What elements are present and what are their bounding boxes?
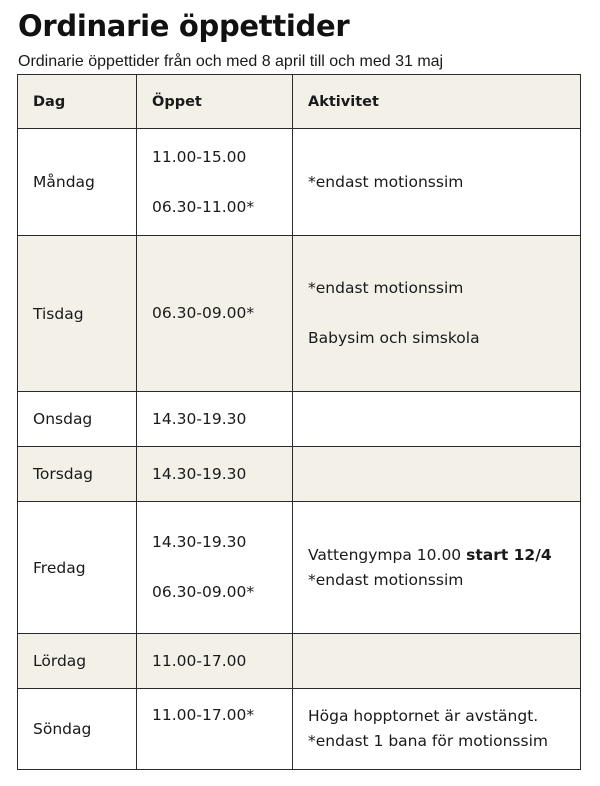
activity-text: *endast motionssim [308, 279, 464, 297]
activity-cell [293, 392, 581, 447]
header-open: Öppet [137, 75, 293, 129]
header-day: Dag [18, 75, 137, 129]
open-cell [137, 129, 293, 236]
activity-text [308, 543, 580, 568]
open-cell: 14.30-19.30 [137, 392, 293, 447]
header-activity: Aktivitet [293, 75, 581, 129]
activity-cell [293, 129, 581, 236]
open-cell [137, 689, 293, 770]
page-title: Ordinarie öppettider [18, 9, 350, 43]
open-time: 11.00-15.00 [152, 147, 247, 166]
activity-cell [293, 236, 581, 392]
open-time: 06.30-11.00* [152, 197, 255, 216]
activity-text: *endast motionssim [308, 172, 464, 191]
table-row-friday [18, 502, 581, 634]
table-row-sunday [18, 689, 581, 770]
activity-cell [293, 502, 581, 634]
day-cell: Torsdag [18, 447, 137, 502]
table-row-wednesday [18, 392, 581, 447]
open-time: 06.30-09.00* [152, 583, 255, 601]
open-cell [137, 236, 293, 392]
open-time: 14.30-19.30 [152, 533, 247, 551]
day-cell: Fredag [18, 502, 137, 634]
day-cell: Lördag [18, 634, 137, 689]
open-time: 06.30-09.00* [152, 304, 255, 322]
table-row-thursday [18, 447, 581, 502]
table-row-tuesday [18, 236, 581, 392]
activity-cell [293, 689, 581, 770]
activity-text: Babysim och simskola [308, 329, 480, 347]
day-cell: Onsdag [18, 392, 137, 447]
open-time: 11.00-17.00* [152, 706, 255, 724]
open-cell [137, 502, 293, 634]
day-cell: Måndag [18, 129, 137, 236]
activity-text: *endast motionssim [308, 570, 464, 589]
day-cell: Tisdag [18, 236, 137, 392]
activity-cell [293, 634, 581, 689]
open-cell: 14.30-19.30 [137, 447, 293, 502]
table-header-row [18, 75, 581, 129]
open-cell: 11.00-17.00 [137, 634, 293, 689]
opening-hours-table [17, 74, 581, 770]
table-row-saturday [18, 634, 581, 689]
page-subtitle: Ordinarie öppettider från och med 8 april till och med 31 maj [18, 53, 444, 70]
activity-main: Vattengympa 10.00 [308, 545, 467, 564]
activity-text: Höga hopptornet är avstängt. [308, 707, 539, 725]
day-cell: Söndag [18, 689, 137, 770]
table-row-monday [18, 129, 581, 236]
activity-start-date: start 12/4 [466, 545, 552, 564]
activity-text: *endast 1 bana för motionssim [308, 732, 548, 750]
activity-cell [293, 447, 581, 502]
